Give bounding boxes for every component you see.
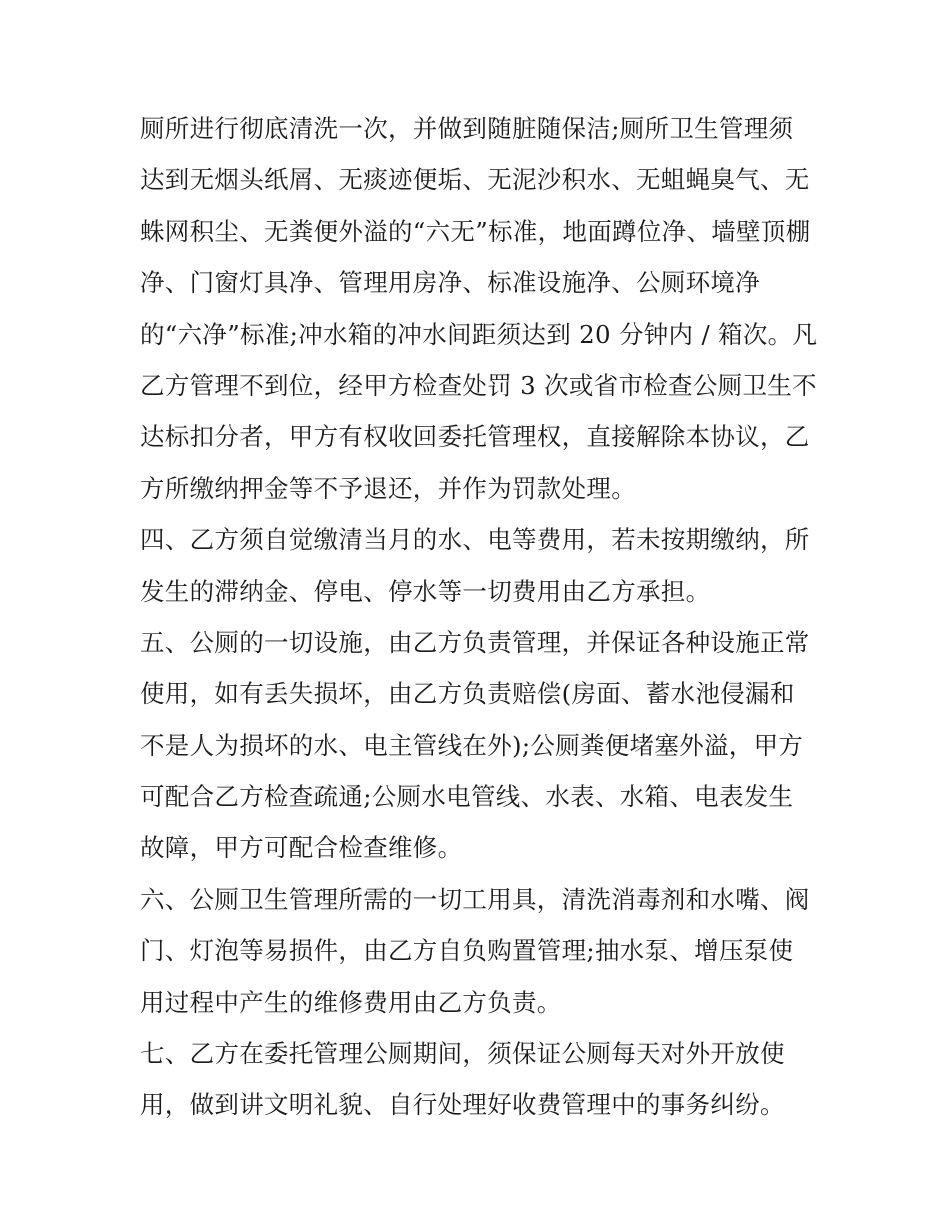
text-line: 的“六净”标准;冲水箱的冲水间距须达到 20 分钟内 / 箱次。凡 xyxy=(140,319,818,349)
document-body xyxy=(140,103,820,1131)
paragraph-5-line: 可配合乙方检查疏通;公厕水电管线、水表、水箱、电表发生 xyxy=(140,782,794,812)
paragraph-4-line: 发生的滞纳金、停电、停水等一切费用由乙方承担。 xyxy=(140,576,711,606)
text-line: 方所缴纳押金等不予退还，并作为罚款处理。 xyxy=(140,473,636,503)
paragraph-6-line: 门、灯泡等易损件，由乙方自负购置管理;抽水泵、增压泵使 xyxy=(140,936,794,966)
paragraph-7-line: 七、乙方在委托管理公厕期间，须保证公厕每天对外开放使 xyxy=(140,1039,785,1069)
paragraph-5-line: 使用，如有丢失损坏，由乙方负责赔偿(房面、蓄水池侵漏和 xyxy=(140,679,795,709)
paragraph-6-line: 六、公厕卫生管理所需的一切工用具，清洗消毒剂和水嘴、阀 xyxy=(140,884,810,914)
text-line: 净、门窗灯具净、管理用房净、标准设施净、公厕环境净 xyxy=(140,268,760,298)
paragraph-5-line: 故障，甲方可配合检查维修。 xyxy=(140,833,463,863)
paragraph-5-line: 不是人为损坏的水、电主管线在外);公厕粪便堵塞外溢，甲方 xyxy=(140,730,804,760)
paragraph-6-line: 用过程中产生的维修费用由乙方负责。 xyxy=(140,987,562,1017)
text-line: 乙方管理不到位，经甲方检查处罚 3 次或省市检查公厕卫生不 xyxy=(140,370,817,400)
paragraph-7-line: 用，做到讲文明礼貌、自行处理好收费管理中的事务纠纷。 xyxy=(140,1090,785,1120)
text-line: 蛛网积尘、无粪便外溢的“六无”标准，地面蹲位净、墙壁顶棚 xyxy=(140,216,811,246)
paragraph-5-line: 五、公厕的一切设施，由乙方负责管理，并保证各种设施正常 xyxy=(140,627,810,657)
text-line: 达标扣分者，甲方有权收回委托管理权，直接解除本协议，乙 xyxy=(140,422,810,452)
text-line: 厕所进行彻底清洗一次，并做到随脏随保洁;厕所卫生管理须 xyxy=(140,114,794,143)
paragraph-4-line: 四、乙方须自觉缴清当月的水、电等费用，若未按期缴纳，所 xyxy=(140,525,810,555)
text-line: 达到无烟头纸屑、无痰迹便垢、无泥沙积水、无蛆蝇臭气、无 xyxy=(140,165,810,195)
